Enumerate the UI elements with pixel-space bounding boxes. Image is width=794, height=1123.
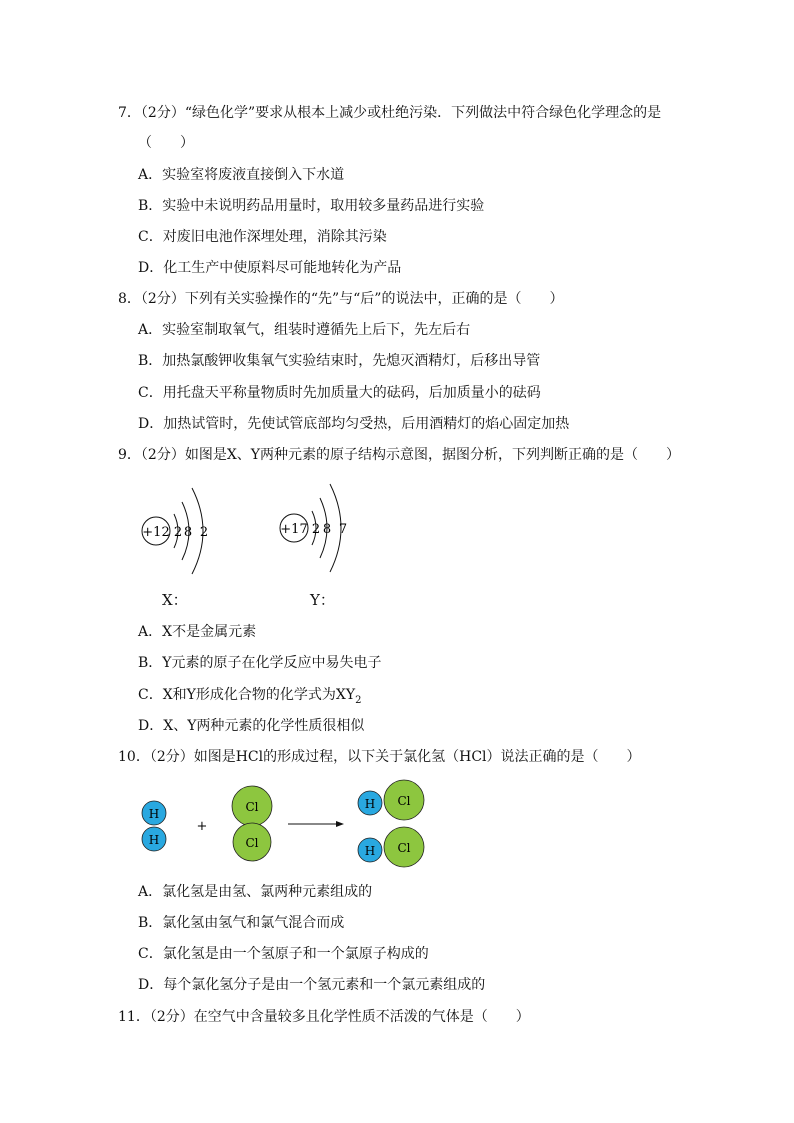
question-7-option-d: D．化工生产中使原料尽可能地转化为产品 — [138, 260, 402, 276]
question-7-option-c: C．对废旧电池作深埋处理，消除其污染 — [138, 229, 387, 245]
atom-x — [142, 488, 208, 574]
hcl-2-cl-label: Cl — [397, 841, 411, 855]
question-9-option-c-text: C．X和Y形成化合物的化学式为XY — [138, 687, 356, 703]
shell-electrons-x-1: 2 — [173, 525, 183, 540]
question-7-option-a: A．实验室将废液直接倒入下水道 — [138, 167, 345, 183]
reaction-arrow-head — [336, 821, 344, 827]
hcl-1-cl-label: Cl — [397, 794, 411, 808]
question-9-option-c-subscript: 2 — [355, 694, 362, 706]
shell-electrons-y-2: 8 — [322, 522, 332, 537]
cl-atom-2-label: Cl — [245, 836, 259, 850]
question-9-stem: 9．（2分）如图是X、Y两种元素的原子结构示意图，据图分析，下列判断正确的是（ ） — [118, 447, 681, 463]
shell-electrons-y-1: 2 — [311, 522, 321, 537]
question-8-stem: 8．（2分）下列有关实验操作的“先”与“后”的说法中，正确的是（ ） — [118, 291, 564, 307]
question-9-option-a: A．X不是金属元素 — [138, 624, 257, 640]
question-10-option-c: C．氯化氢是由一个氢原子和一个氯原子构成的 — [138, 946, 429, 962]
question-8-option-b: B．加热氯酸钾收集氧气实验结束时，先熄灭酒精灯，后移出导管 — [138, 353, 541, 369]
nucleus-charge-y: +17 — [280, 522, 308, 537]
question-9-option-d: D．X、Y两种元素的化学性质很相似 — [138, 718, 365, 734]
question-7-answer-paren: （ ） — [138, 135, 194, 151]
hcl-formation-diagram — [130, 776, 430, 876]
shell-electrons-y-3: 7 — [338, 522, 348, 537]
atom-x-label: X： — [162, 591, 188, 609]
shell-electrons-x-3: 2 — [199, 525, 209, 540]
question-8-option-c: C．用托盘天平称量物质时先加质量大的砝码，后加质量小的砝码 — [138, 385, 541, 401]
question-9-option-b: B．Y元素的原子在化学反应中易失电子 — [138, 655, 382, 671]
question-8-option-d: D．加热试管时，先使试管底部均匀受热，后用酒精灯的焰心固定加热 — [138, 416, 570, 432]
atom-y-label: Y： — [310, 591, 335, 609]
question-7-stem: 7．（2分）“绿色化学”要求从根本上减少或杜绝污染．下列做法中符合绿色化学理念的是 — [118, 105, 662, 121]
nucleus-charge-x: +12 — [142, 525, 170, 540]
plus-sign: + — [196, 819, 208, 834]
question-9-option-c — [138, 685, 362, 711]
question-10-stem: 10．（2分）如图是HCl的形成过程，以下关于氯化氢（HCl）说法正确的是（ ） — [118, 749, 641, 765]
cl-atom-1-label: Cl — [245, 800, 259, 814]
question-11-stem: 11．（2分）在空气中含量较多且化学性质不活泼的气体是（ ） — [118, 1009, 530, 1025]
question-10-option-b: B．氯化氢由氢气和氯气混合而成 — [138, 915, 345, 931]
h-atom-1-label: H — [148, 807, 160, 821]
question-10-option-a: A．氯化氢是由氢、氯两种元素组成的 — [138, 884, 373, 900]
hcl-2-h-label: H — [364, 844, 376, 858]
question-10-option-d: D．每个氯化氢分子是由一个氢元素和一个氯元素组成的 — [138, 977, 486, 993]
atom-y — [280, 484, 347, 572]
atom-structure-diagram — [130, 480, 390, 580]
shell-electrons-x-2: 8 — [183, 525, 193, 540]
h-atom-2-label: H — [148, 833, 160, 847]
question-7-option-b: B．实验中未说明药品用量时，取用较多量药品进行实验 — [138, 198, 485, 214]
question-8-option-a: A．实验室制取氧气，组装时遵循先上后下，先左后右 — [138, 322, 471, 338]
hcl-1-h-label: H — [364, 797, 376, 811]
